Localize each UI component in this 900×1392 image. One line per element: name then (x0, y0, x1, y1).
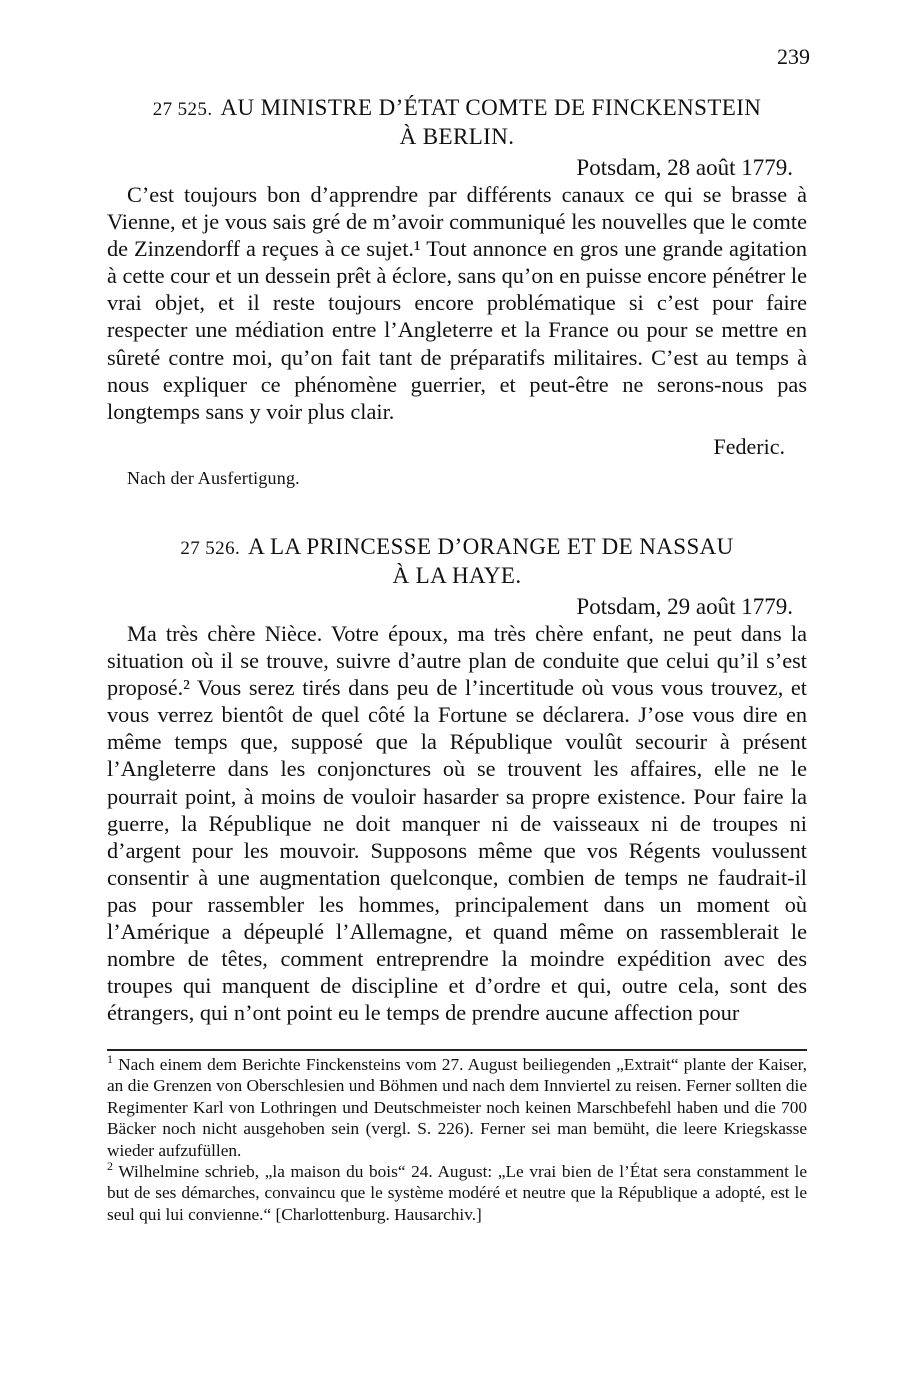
letter-place: À LA HAYE. (392, 563, 522, 588)
page-number: 239 (777, 44, 810, 69)
letter-number: 27 525. (152, 99, 213, 120)
letter-addressee: AU MINISTRE D’ÉTAT COMTE DE FINCKENSTEIN (220, 95, 762, 120)
letter-27526 (107, 533, 807, 1026)
letter-heading (107, 533, 807, 562)
signature: Federic. (713, 433, 785, 459)
footnote-2 (107, 1161, 807, 1225)
footnotes (107, 1054, 807, 1225)
letter-body (107, 620, 807, 1026)
letter-addressee: A LA PRINCESSE D’ORANGE ET DE NASSAU (248, 534, 734, 559)
footnote-rule (107, 1049, 807, 1051)
footnote-1 (107, 1054, 807, 1161)
source-note: Nach der Ausfertigung. (127, 467, 300, 488)
footnote-marker: 2 (107, 1159, 113, 1174)
letter-paragraph: Ma très chère Nièce. Votre époux, ma très chère enfant, ne peut dans la situation où il se trouve, suivre d’autre plan de conduite que celui qu’il s’est proposé.² Vous serez tirés dans peu de l’incertitude où vous vous trouvez, et vous verrez bientôt de quel côté la Fortune se déclarera. J’ose vous dire en même temps que, supposé que la République voulût secourir à présent l’Angleterre dans les conjonctures où se trouvent les affaires, elle ne le pourrait point, à moins de vouloir hasarder sa propre existence. Pour faire la guerre, la République ne doit manquer ni de vaisseaux ni de troupes ni d’argent pour les mouvoir. Supposons même que vos Régents voulussent consentir à une augmentation quelconque, combien de temps ne faudrait-il pas pour rassembler les hommes, principalement dans un moment où l’Amérique a dépeuplé l’Allemagne, et quand même on rassemblerait le nombre de têtes, comment entreprendre la moindre expédition avec des troupes qui manquent de discipline et d’ordre et qui, outre cela, sont des étrangers, qui n’ont point eu le temps de prendre aucune affection pour (107, 621, 807, 1026)
footnote-text: Wilhelmine schrieb, „la maison du bois“ 24. August: „Le vrai bien de l’État sera constamment le but de ses démarches, convaincu que le système modéré et neutre que la République a adopté, est le seul qui lui convienne.“ [Charlottenburg. Hausarchiv.] (107, 1162, 807, 1224)
footnote-text: Nach einem dem Berichte Finckensteins vom 27. August beiliegenden „Extrait“ plante der Kaiser, an die Grenzen von Oberschlesien und Böhmen und nach dem Innviertel zu reisen. Ferner sollten die Regimenter Karl von Lothringen und Deutschmeister noch keinen Marschbefehl haben und die 700 Bäcker noch nicht ausgehoben sein (vergl. S. 226). Ferner sei man bemüht, die leere Kriegskasse wieder aufzufüllen. (107, 1055, 807, 1160)
letter-27525 (107, 94, 807, 489)
dateline: Potsdam, 29 août 1779. (576, 594, 793, 619)
letter-place: À BERLIN. (399, 124, 515, 149)
letter-paragraph: C’est toujours bon d’apprendre par différents canaux ce qui se brasse à Vienne, et je vous sais gré de m’avoir communiqué les nouvelles que le comte de Zinzendorff a reçues à ce sujet.¹ Tout annonce en gros une grande agitation à cette cour et un dessein prêt à éclore, sans qu’on en puisse encore pénétrer le vrai objet, et il reste toujours encore problématique si c’est pour faire respecter une médiation entre l’Angleterre et la France ou pour se mettre en sûreté contre moi, qu’on fait tant de préparatifs militaires. C’est au temps à nous expliquer ce phénomène guerrier, et peut-être ne serons-nous pas longtemps sans y voir plus clair. (107, 182, 807, 424)
dateline: Potsdam, 28 août 1779. (576, 155, 793, 180)
letter-body (107, 181, 807, 425)
footnote-marker: 1 (107, 1052, 113, 1067)
letter-number: 27 526. (180, 538, 241, 559)
letter-heading (107, 94, 807, 123)
